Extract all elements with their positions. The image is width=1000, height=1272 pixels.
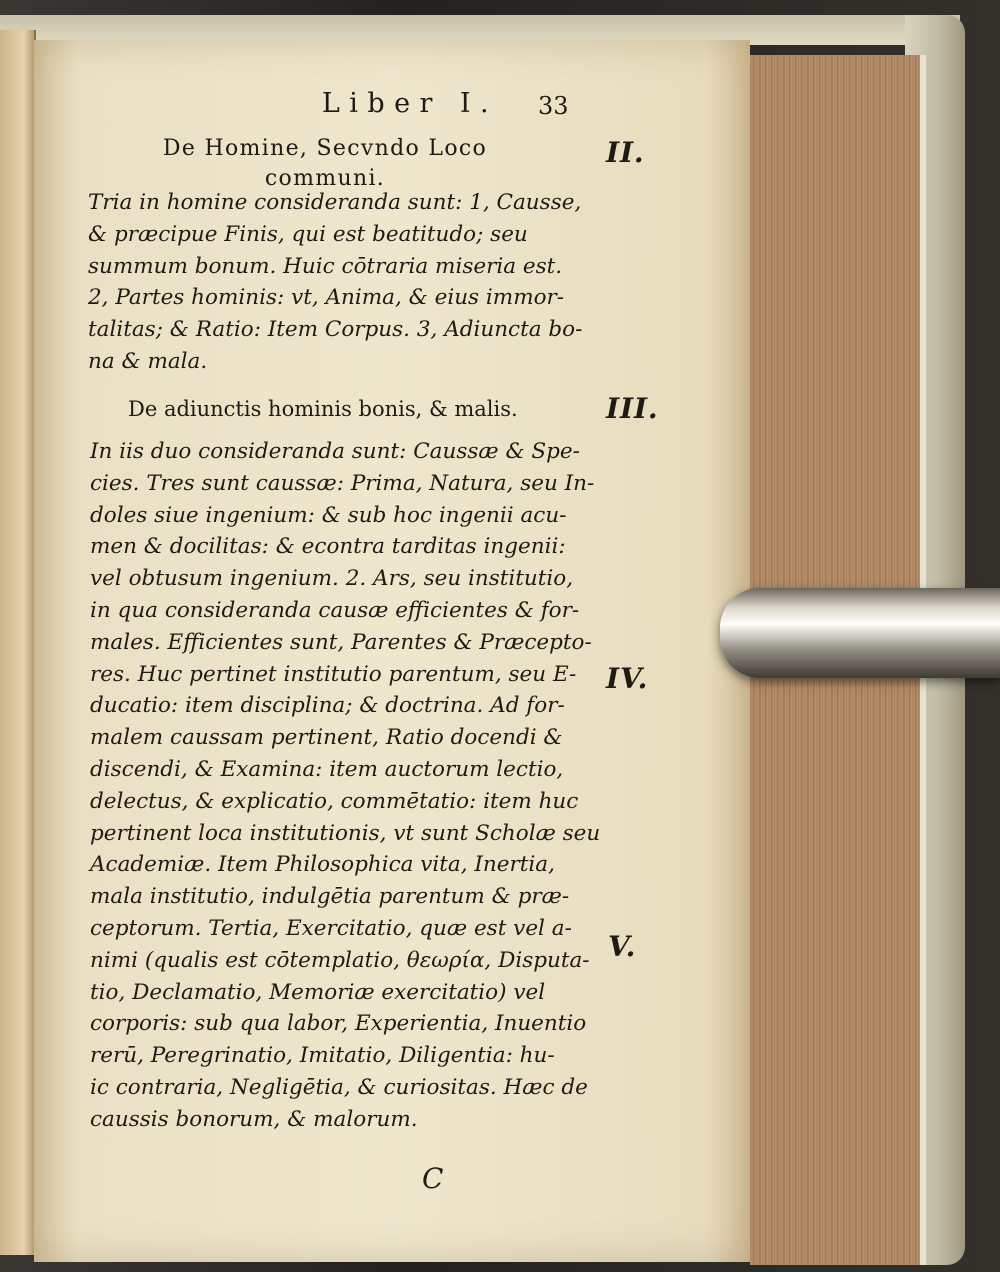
text-line: vel obtusum ingenium. 2. Ars, seu institutio, [90, 566, 574, 592]
page-number: 33 [538, 92, 569, 120]
signature-mark: C [422, 1162, 444, 1195]
text-line: na & mala. [88, 348, 208, 374]
text-line: ic contraria, Negligētia, & curiositas. Hæc de [90, 1074, 588, 1100]
running-head: Liber I. [321, 88, 499, 119]
text-line: Academiæ. Item Philosophica vita, Inertia, [90, 852, 555, 878]
text-line: & præcipue Finis, qui est beatitudo; seu [88, 221, 528, 247]
text-line: discendi, & Examina: item auctorum lectio, [90, 756, 564, 782]
marginal-numeral: V. [608, 930, 637, 963]
text-line: summum bonum. Huic cōtraria miseria est. [88, 253, 563, 279]
text-line: cies. Tres sunt caussæ: Prima, Natura, seu In- [90, 470, 595, 496]
marginal-numeral: IV. [606, 662, 649, 695]
text-line: caussis bonorum, & malorum. [90, 1106, 418, 1132]
marginal-numeral: II. [606, 136, 645, 169]
text-line: talitas; & Ratio: Item Corpus. 3, Adiuncta bo- [88, 317, 583, 343]
text-line: delectus, & explicatio, commētatio: item huc [90, 788, 579, 814]
text-line: ducatio: item disciplina; & doctrina. Ad for- [90, 693, 565, 719]
text-line: tio, Declamatio, Memoriæ exercitatio) vel [90, 979, 546, 1005]
paragraph-1 [88, 187, 583, 378]
text-line: 2, Partes hominis: vt, Anima, & eius immor- [88, 285, 565, 311]
text-line: In iis duo consideranda sunt: Caussæ & Spe- [90, 439, 580, 464]
text-line: malem caussam pertinent, Ratio docendi & [90, 725, 563, 751]
text-line: males. Efficientes sunt, Parentes & Præcepto- [90, 629, 592, 655]
text-line: rerū, Peregrinatio, Imitatio, Diligentia: hu- [90, 1043, 555, 1069]
text-line: pertinent loca institutionis, vt sunt Scholæ seu [90, 820, 601, 846]
text-line: doles siue ingenium: & sub hoc ingenii acu- [90, 502, 567, 528]
text-line: in qua consideranda causæ efficientes & for- [90, 597, 580, 623]
paragraph-2 [90, 436, 601, 1136]
text-line: Tria in homine consideranda sunt: 1, Causse, [88, 190, 582, 215]
text-line: nimi (qualis est cōtemplatio, θεωρία, Disputa- [90, 947, 590, 973]
chapter-heading: De Homine, Secvndo Loco communi. [162, 136, 488, 191]
text-line: res. Huc pertinet institutio parentum, seu E- [90, 661, 577, 687]
text-line: corporis: sub qua labor, Experientia, Inuentio [90, 1011, 587, 1037]
facing-page-edge [0, 30, 36, 1255]
text-line: mala institutio, indulgētia parentum & præ- [90, 884, 570, 910]
marginal-numeral: III. [606, 392, 659, 425]
text-line: men & docilitas: & econtra tarditas ingenii: [90, 534, 566, 560]
page-clip [720, 588, 1000, 678]
text-line: ceptorum. Tertia, Exercitatio, quæ est vel a- [90, 915, 572, 941]
section-subheading: De adiunctis hominis bonis, & malis. [128, 397, 518, 421]
